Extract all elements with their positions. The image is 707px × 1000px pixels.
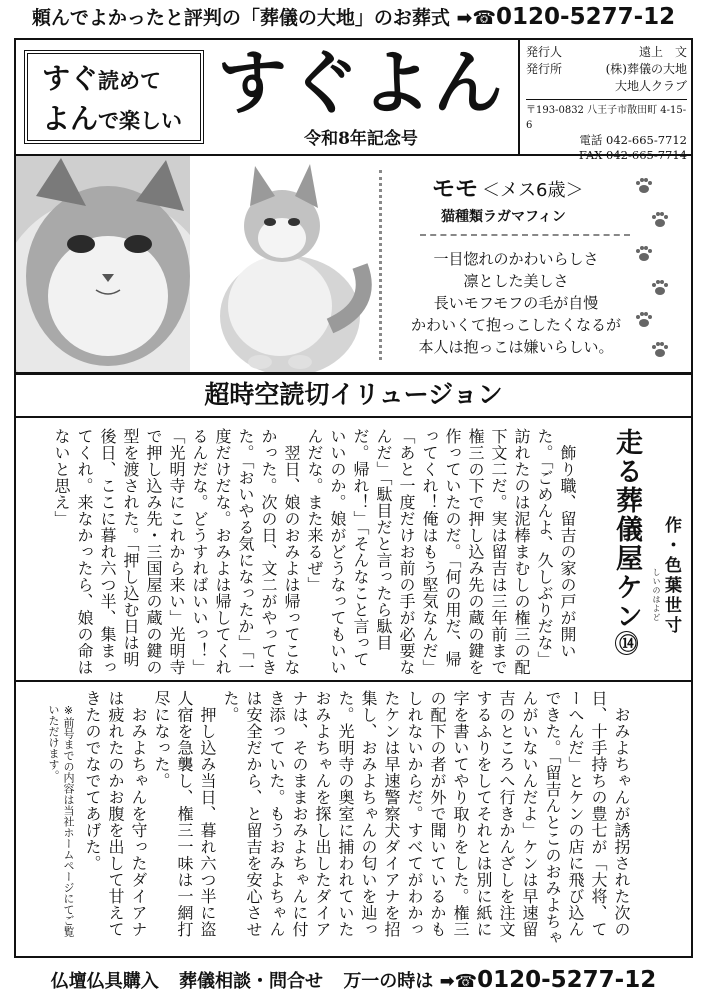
description-line: かわいくて抱っこしたくなるが: [410, 316, 621, 334]
dotted-divider: [379, 170, 382, 360]
issuer-label: 発行所: [526, 62, 563, 76]
paw-print-icon: [650, 278, 670, 298]
issuer-name: (株)葬儀の大地: [605, 62, 687, 76]
paw-print-icon: [634, 244, 654, 264]
footer-text-2: 葬儀相談・問合せ: [179, 971, 324, 992]
story-text-part2: おみよちゃんが誘拐された次の日、十手持ちの豊七が「大将、てーへんだ」とケンの店に飛び込んできた。「留吉んとこのおみよちゃんがいないんだよ」ケンは早速留吉のところへ行きかんざしを注文するふりをしてそれとは別に紙に字を書いてやり取りをした。権三の配下の者が外で聞いているかもしれないからだ。すべてがわかったケンは早速警察犬ダイアナを招集し、おみよちゃんの匂いを辿った。光明寺の奥室に捕われていたおみよちゃんを探し出したダイアナは、そのままおみよちゃんに付き添っていた。もうおみよちゃんは安全だから、と留吉を安心させた。 押し込み当日、暮れ六つ半に盗人宿を急襲し、権三一味は一網打尽になった。 おみよちゃんを守ったダイアナは疲れたのかお腹を出して甘えてきたのでなでてあげた。: [83, 690, 631, 946]
story-section-title: 超時空読切イリュージョン: [14, 374, 693, 418]
story-block-1: [14, 418, 693, 682]
slogan-line2-emphasis: よん: [42, 102, 99, 135]
pet-breed: 猫種類ラガマフィン: [441, 209, 566, 225]
paw-print-icon: [634, 310, 654, 330]
publisher-label: 発行人: [526, 45, 563, 59]
paw-print-column: [630, 168, 680, 363]
description-line: 本人は抱っこは嫌いらしい。: [418, 338, 614, 356]
paw-print-icon: [634, 176, 654, 196]
story-text-part1: 飾り職、留吉の家の戸が開いた。「ごめんよ、久しぶりだな」訪れたのは泥棒まむしの権三の配下文二だ。実は留吉は三年前まで権三の下で押し込み先の蔵の鍵を作っていたのだ。「何の用だ、帰ってくれ！俺はもう堅気なんだ」「あと一度だけお前の手が必要なんだ」「駄目だと言ったら駄目だ。帰れ！」「そんなこと言っていいのか。娘がどうなってもいいんだな。また来るぜ」 翌日、娘のおみよは帰ってこなかった。次の日、文二がやってきた。「おいやる気になったか」「一度だけだな。おみよは帰してくれるんだな。どうすればいいっ！」「光明寺にこれから来い」光明寺で押し込み先・三国屋の蔵の鍵の型を渡された。「押し込む日は明後日、ここに暮れ六つ半、集まってくれ。来なかったら、娘の命はないと思え」: [52, 428, 577, 676]
paw-print-icon: [650, 340, 670, 360]
tel-number[interactable]: 042-665-7712: [606, 133, 687, 147]
newspaper-logo: すぐよん: [217, 42, 505, 124]
fax-label: FAX: [578, 148, 603, 162]
episode-number: ⑭: [615, 631, 638, 655]
story-block-2: [14, 682, 693, 958]
top-banner: [0, 0, 707, 34]
description-line: 一目惚れのかわいらしさ: [433, 250, 599, 268]
edition-label: 令和8年記念号: [304, 129, 418, 149]
pet-name: [432, 170, 583, 203]
arrow-phone-icon: ➡☎: [439, 971, 478, 992]
pet-name-text: モモ: [432, 176, 478, 202]
pet-feature: [14, 156, 693, 374]
story-title-text: 走る葬儀屋ケン: [611, 428, 642, 631]
description-line: 長いモフモフの毛が自慢: [433, 294, 599, 312]
tel-label: 電話: [579, 133, 603, 147]
slogan-line2-rest: で楽しい: [98, 109, 183, 133]
slogan-box: [24, 50, 204, 144]
publisher-name: 遠上 文: [638, 45, 687, 59]
slogan-line1-emphasis: すぐ: [42, 62, 99, 95]
cat-closeup-photo: [16, 156, 190, 372]
footer-text-1: 仏壇仏具購入: [50, 971, 159, 992]
divider: [526, 99, 687, 100]
publisher-info: [518, 40, 693, 162]
dashed-divider: [420, 234, 630, 236]
issuer-club: 大地人クラブ: [614, 79, 687, 93]
footer-phone[interactable]: 0120-5277-12: [477, 967, 657, 993]
fax-number: 042-665-7714: [606, 148, 687, 162]
banner-text: 頼んでよかったと評判の「葬儀の大地」のお葬式: [31, 7, 450, 29]
masthead: [14, 38, 693, 162]
cat-fullbody-photo: [200, 156, 376, 372]
footer-banner: [0, 962, 707, 998]
pet-detail: ＜メス6歳＞: [482, 180, 584, 201]
story-title-box: [584, 424, 690, 676]
pet-description: [392, 248, 640, 358]
story-title: [607, 428, 646, 655]
author-ruby: しいのはよど: [652, 568, 661, 622]
banner-phone[interactable]: 0120-5277-12: [496, 4, 676, 30]
paw-print-icon: [650, 210, 670, 230]
arrow-phone-icon: ➡☎: [456, 7, 497, 29]
footer-text-3: 万一の時は: [343, 971, 434, 992]
back-issue-note: ※前号までの内容は当社ホームページにてご覧いただけます。: [47, 704, 75, 937]
description-line: 凛とした美しさ: [463, 272, 569, 290]
slogan-line1-rest: 読めて: [98, 69, 162, 93]
address: 〒193-0832 八王子市散田町 4-15-6: [526, 105, 687, 131]
story-author: 作・色葉世寸: [661, 516, 681, 636]
